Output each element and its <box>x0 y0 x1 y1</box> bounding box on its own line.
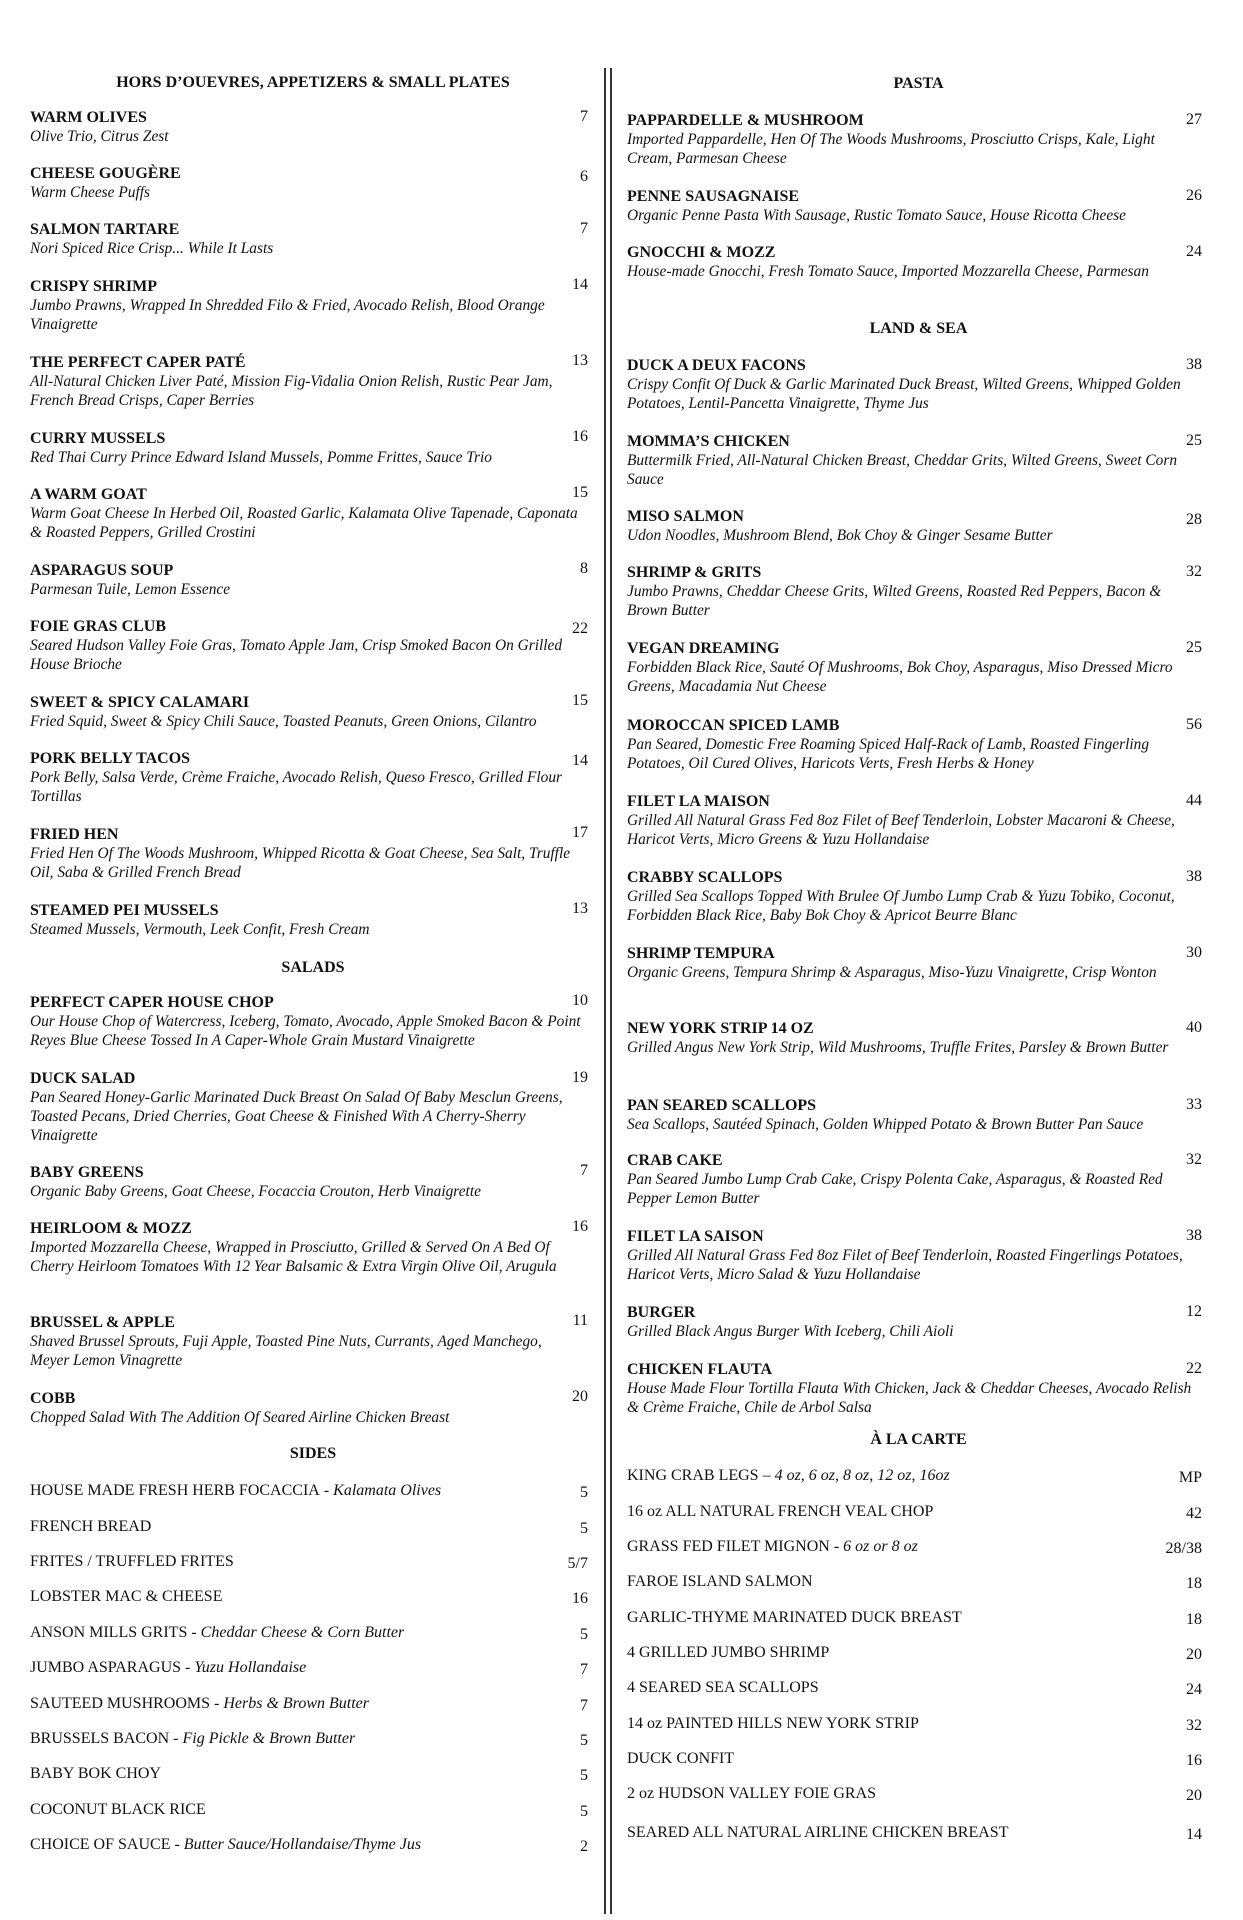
item-name: COBB <box>30 1390 76 1407</box>
item-name: VEGAN DREAMING <box>627 640 780 657</box>
item-price: 7 <box>580 220 588 237</box>
item-price: 26 <box>1186 187 1202 204</box>
item-description: Pan Seared, Domestic Free Roaming Spiced Half-Rack of Lamb, Roasted Fingerling Potatoes, Oil Cured Olives, Haricots Verts, Fresh Herbs & Honey <box>627 736 1150 772</box>
menu-item-pan-seared-scallops <box>627 1097 1210 1134</box>
item-name: CHOICE OF SAUCE <box>30 1836 171 1853</box>
side-item-lobster-mac-cheese <box>30 1588 596 1606</box>
side-item-baby-bok-choy <box>30 1765 596 1783</box>
item-price: 6 <box>580 168 588 185</box>
item-name: HOUSE MADE FRESH HERB FOCACCIA <box>30 1482 320 1499</box>
item-description: Imported Pappardelle, Hen Of The Woods Mushrooms, Prosciutto Crisps, Kale, Light Cream, Parmesan Cheese <box>627 131 1155 167</box>
item-note: - Cheddar Cheese & Corn Butter <box>187 1624 405 1641</box>
item-description: Red Thai Curry Prince Edward Island Mussels, Pomme Frittes, Sauce Trio <box>30 449 492 466</box>
item-description: Udon Noodles, Mushroom Blend, Bok Choy & Ginger Sesame Butter <box>627 527 1053 544</box>
item-price: 5/7 <box>567 1555 588 1572</box>
item-price: 14 <box>572 752 588 769</box>
item-price: 7 <box>580 1661 588 1678</box>
item-name: MISO SALMON <box>627 508 744 525</box>
item-description: Warm Cheese Puffs <box>30 184 150 201</box>
menu-item-vegan-dreaming <box>627 640 1210 696</box>
item-price: 20 <box>1186 1646 1202 1663</box>
item-name: FRIED HEN <box>30 826 119 843</box>
side-item-garlic-thyme-marinated-duck-breast <box>627 1609 1210 1627</box>
item-name: CRABBY SCALLOPS <box>627 869 783 886</box>
item-name: SEARED ALL NATURAL AIRLINE CHICKEN BREAST <box>627 1824 1009 1841</box>
item-name: FRENCH BREAD <box>30 1518 152 1535</box>
item-name: CHEESE GOUGÈRE <box>30 165 181 182</box>
menu-item-brussel-apple <box>30 1314 596 1370</box>
item-price: 16 <box>572 1218 588 1235</box>
side-item-anson-mills-grits <box>30 1624 596 1642</box>
item-name: BABY GREENS <box>30 1164 144 1181</box>
item-price: 5 <box>580 1520 588 1537</box>
item-name: CHICKEN FLAUTA <box>627 1361 773 1378</box>
menu-item-a-warm-goat <box>30 486 596 542</box>
item-name: LOBSTER MAC & CHEESE <box>30 1588 223 1605</box>
item-name: MOROCCAN SPICED LAMB <box>627 717 840 734</box>
side-item-faroe-island-salmon <box>627 1573 1210 1591</box>
menu-item-steamed-pei-mussels <box>30 902 596 939</box>
item-name: GRASS FED FILET MIGNON <box>627 1538 830 1555</box>
item-price: 5 <box>580 1803 588 1820</box>
item-price: 38 <box>1186 1227 1202 1244</box>
section-title: À LA CARTE <box>870 1431 967 1448</box>
section-title: PASTA <box>893 75 944 92</box>
menu-item-salmon-tartare <box>30 221 596 258</box>
item-name: BABY BOK CHOY <box>30 1765 161 1782</box>
item-price: 5 <box>580 1732 588 1749</box>
item-name: SHRIMP & GRITS <box>627 564 762 581</box>
item-price: 28/38 <box>1165 1540 1202 1557</box>
side-item-4-seared-sea-scallops <box>627 1679 1210 1697</box>
item-name: STEAMED PEI MUSSELS <box>30 902 219 919</box>
section-title: LAND & SEA <box>869 320 968 337</box>
item-name: 14 oz PAINTED HILLS NEW YORK STRIP <box>627 1715 919 1732</box>
item-name: JUMBO ASPARAGUS <box>30 1659 182 1676</box>
item-description: Pan Seared Jumbo Lump Crab Cake, Crispy Polenta Cake, Asparagus, & Roasted Red Pepper Lemon Butter <box>627 1171 1163 1207</box>
item-name: BRUSSEL & APPLE <box>30 1314 175 1331</box>
item-description: Grilled All Natural Grass Fed 8oz Filet of Beef Tenderloin, Roasted Fingerlings Potatoes, Haricot Verts, Micro Salad & Yuzu Hollandaise <box>627 1247 1183 1283</box>
item-price: 32 <box>1186 563 1202 580</box>
item-description: Pan Seared Honey-Garlic Marinated Duck Breast On Salad Of Baby Mesclun Greens, Toasted Pecans, Dried Cherries, Goat Cheese & Finished With A Cherry-Sherry Vinaigrette <box>30 1089 563 1144</box>
item-name: 4 SEARED SEA SCALLOPS <box>627 1679 819 1696</box>
item-name: CRAB CAKE <box>627 1152 723 1169</box>
item-name: FOIE GRAS CLUB <box>30 618 167 635</box>
item-note: - Kalamata Olives <box>319 1482 442 1499</box>
menu-item-curry-mussels <box>30 430 596 467</box>
item-description: House Made Flour Tortilla Flauta With Chicken, Jack & Cheddar Cheeses, Avocado Relish & Crème Fraiche, Chile de Arbol Salsa <box>627 1380 1192 1416</box>
item-price: 5 <box>580 1767 588 1784</box>
item-price: 24 <box>1186 243 1202 260</box>
menu-item-crispy-shrimp <box>30 278 596 334</box>
side-item-french-bread <box>30 1518 596 1536</box>
item-description: Organic Penne Pasta With Sausage, Rustic Tomato Sauce, House Ricotta Cheese <box>627 207 1126 224</box>
item-description: Olive Trio, Citrus Zest <box>30 128 169 145</box>
item-price: 28 <box>1186 511 1202 528</box>
item-description: Our House Chop of Watercress, Iceberg, Tomato, Avocado, Apple Smoked Bacon & Point Reyes Blue Cheese Tossed In A Caper-Whole Grain Mustard Vinaigrette <box>30 1013 581 1049</box>
item-name: SWEET & SPICY CALAMARI <box>30 694 250 711</box>
side-item-jumbo-asparagus <box>30 1659 596 1677</box>
item-description: Chopped Salad With The Addition Of Seared Airline Chicken Breast <box>30 1409 450 1426</box>
item-name: ASPARAGUS SOUP <box>30 562 174 579</box>
item-name: WARM OLIVES <box>30 109 147 126</box>
item-description: Seared Hudson Valley Foie Gras, Tomato Apple Jam, Crisp Smoked Bacon On Grilled House Brioche <box>30 637 563 673</box>
item-description: Jumbo Prawns, Cheddar Cheese Grits, Wilted Greens, Roasted Red Peppers, Bacon & Brown Butter <box>627 583 1162 619</box>
item-price: 27 <box>1186 111 1202 128</box>
item-description: Grilled Sea Scallops Topped With Brulee Of Jumbo Lump Crab & Yuzu Tobiko, Coconut, Forbidden Black Rice, Baby Bok Choy & Apricot Beurre Blanc <box>627 888 1175 924</box>
item-name: COCONUT BLACK RICE <box>30 1801 206 1818</box>
section-title: SIDES <box>289 1445 337 1462</box>
item-price: 16 <box>572 428 588 445</box>
item-note: - Fig Pickle & Brown Butter <box>169 1730 356 1747</box>
item-name: ANSON MILLS GRITS <box>30 1624 188 1641</box>
menu-item-crab-cake <box>627 1152 1210 1208</box>
item-price: 38 <box>1186 356 1202 373</box>
menu-item-foie-gras-club <box>30 618 596 674</box>
item-name: 16 oz ALL NATURAL FRENCH VEAL CHOP <box>627 1503 934 1520</box>
menu-item-pork-belly-tacos <box>30 750 596 806</box>
item-name: SAUTEED MUSHROOMS <box>30 1695 211 1712</box>
item-price: 15 <box>572 484 588 501</box>
menu-item-cobb <box>30 1390 596 1427</box>
menu-item-pappardelle-mushroom <box>627 112 1210 168</box>
menu-item-warm-olives <box>30 109 596 146</box>
item-description: Organic Baby Greens, Goat Cheese, Focaccia Crouton, Herb Vinaigrette <box>30 1183 481 1200</box>
side-item-duck-confit <box>627 1750 1210 1768</box>
side-item-2-oz-hudson-valley-foie-gras <box>627 1785 1210 1803</box>
item-price: 2 <box>580 1838 588 1855</box>
item-description: Organic Greens, Tempura Shrimp & Asparagus, Miso-Yuzu Vinaigrette, Crisp Wonton <box>627 964 1157 981</box>
item-price: 24 <box>1186 1681 1202 1698</box>
side-item-4-grilled-jumbo-shrimp <box>627 1644 1210 1662</box>
side-item-grass-fed-filet-mignon <box>627 1538 1210 1556</box>
menu-item-fried-hen <box>30 826 596 882</box>
item-price: 13 <box>572 900 588 917</box>
menu-item-shrimp-grits <box>627 564 1210 620</box>
item-price: 14 <box>1186 1826 1202 1843</box>
item-name: PENNE SAUSAGNAISE <box>627 188 800 205</box>
item-name: PORK BELLY TACOS <box>30 750 191 767</box>
menu-item-moroccan-spiced-lamb <box>627 717 1210 773</box>
side-item-brussels-bacon <box>30 1730 596 1748</box>
item-price: 13 <box>572 352 588 369</box>
item-name: 2 oz HUDSON VALLEY FOIE GRAS <box>627 1785 877 1802</box>
item-price: 20 <box>1186 1787 1202 1804</box>
item-name: FAROE ISLAND SALMON <box>627 1573 813 1590</box>
item-price: 20 <box>572 1388 588 1405</box>
item-price: 42 <box>1186 1505 1202 1522</box>
item-description: House-made Gnocchi, Fresh Tomato Sauce, Imported Mozzarella Cheese, Parmesan <box>627 263 1149 280</box>
item-price: 32 <box>1186 1151 1202 1168</box>
item-price: 25 <box>1186 432 1202 449</box>
item-price: 15 <box>572 692 588 709</box>
side-item-frites-truffled-frites <box>30 1553 596 1571</box>
item-price: 40 <box>1186 1019 1202 1036</box>
item-name: CRISPY SHRIMP <box>30 278 157 295</box>
menu-item-chicken-flauta <box>627 1361 1210 1417</box>
side-item-14-oz-painted-hills-new-york-strip <box>627 1715 1210 1733</box>
item-price: 7 <box>580 108 588 125</box>
item-price: 44 <box>1186 792 1202 809</box>
item-price: 8 <box>580 560 588 577</box>
side-item-seared-all-natural-airline-chicken-breast <box>627 1824 1210 1842</box>
menu-item-penne-sausagnaise <box>627 188 1210 225</box>
item-price: 7 <box>580 1697 588 1714</box>
section-title: HORS D’OUEVRES, APPETIZERS & SMALL PLATES <box>116 74 510 91</box>
menu-item-momma-s-chicken <box>627 433 1210 489</box>
menu-item-perfect-caper-house-chop <box>30 994 596 1050</box>
item-description: Jumbo Prawns, Wrapped In Shredded Filo & Fried, Avocado Relish, Blood Orange Vinaigrette <box>30 297 545 333</box>
item-price: 10 <box>572 992 588 1009</box>
item-description: Forbidden Black Rice, Sauté Of Mushrooms, Bok Choy, Asparagus, Miso Dressed Micro Greens, Macadamia Nut Cheese <box>627 659 1173 695</box>
menu-item-duck-salad <box>30 1070 596 1145</box>
item-name: HEIRLOOM & MOZZ <box>30 1220 192 1237</box>
menu-item-miso-salmon <box>627 508 1210 545</box>
item-price: 25 <box>1186 639 1202 656</box>
item-price: 30 <box>1186 944 1202 961</box>
menu-item-filet-la-maison <box>627 793 1210 849</box>
item-name: KING CRAB LEGS <box>627 1467 759 1484</box>
item-name: 4 GRILLED JUMBO SHRIMP <box>627 1644 830 1661</box>
item-description: Nori Spiced Rice Crisp... While It Lasts <box>30 240 274 257</box>
item-price: 32 <box>1186 1717 1202 1734</box>
item-name: BURGER <box>627 1304 696 1321</box>
item-price: 14 <box>572 276 588 293</box>
item-note: – 4 oz, 6 oz, 8 oz, 12 oz, 16oz <box>758 1467 950 1484</box>
item-name: DUCK A DEUX FACONS <box>627 357 806 374</box>
item-price: 16 <box>572 1590 588 1607</box>
item-description: Steamed Mussels, Vermouth, Leek Confit, Fresh Cream <box>30 921 370 938</box>
menu-item-asparagus-soup <box>30 562 596 599</box>
menu-item-heirloom-mozz <box>30 1220 596 1276</box>
menu-item-baby-greens <box>30 1164 596 1201</box>
item-name: A WARM GOAT <box>30 486 147 503</box>
item-price: 17 <box>572 824 588 841</box>
item-price: 18 <box>1186 1575 1202 1592</box>
side-item-house-made-fresh-herb-focaccia <box>30 1482 596 1500</box>
side-item-16-oz-all-natural-french-veal-chop <box>627 1503 1210 1521</box>
menu-item-sweet-spicy-calamari <box>30 694 596 731</box>
side-item-choice-of-sauce <box>30 1836 596 1854</box>
column-divider <box>604 68 612 1914</box>
item-description: Pork Belly, Salsa Verde, Crème Fraiche, Avocado Relish, Queso Fresco, Grilled Flour Tortillas <box>30 769 563 805</box>
item-description: Buttermilk Fried, All-Natural Chicken Breast, Cheddar Grits, Wilted Greens, Sweet Corn Sauce <box>627 452 1178 488</box>
item-price: 19 <box>572 1069 588 1086</box>
item-description: Crispy Confit Of Duck & Garlic Marinated Duck Breast, Wilted Greens, Whipped Golden Potatoes, Lentil-Pancetta Vinaigrette, Thyme Jus <box>627 376 1181 412</box>
menu-item-shrimp-tempura <box>627 945 1210 982</box>
item-name: DUCK SALAD <box>30 1070 136 1087</box>
menu-item-gnocchi-mozz <box>627 244 1210 281</box>
item-description: Parmesan Tuile, Lemon Essence <box>30 581 231 598</box>
item-price: 12 <box>1186 1303 1202 1320</box>
item-price: 33 <box>1186 1096 1202 1113</box>
item-description: Shaved Brussel Sprouts, Fuji Apple, Toasted Pine Nuts, Currants, Aged Manchego, Meyer Lemon Vinagrette <box>30 1333 542 1369</box>
menu-item-filet-la-saison <box>627 1228 1210 1284</box>
item-price: 5 <box>580 1484 588 1501</box>
item-price: 18 <box>1186 1611 1202 1628</box>
item-name: SALMON TARTARE <box>30 221 180 238</box>
item-name: PERFECT CAPER HOUSE CHOP <box>30 994 274 1011</box>
item-price: 22 <box>1186 1360 1202 1377</box>
item-name: MOMMA’S CHICKEN <box>627 433 790 450</box>
item-name: THE PERFECT CAPER PATÉ <box>30 354 246 371</box>
item-price: MP <box>1178 1469 1202 1486</box>
item-note: - Yuzu Hollandaise <box>181 1659 307 1676</box>
item-description: Grilled Black Angus Burger With Iceberg, Chili Aioli <box>627 1323 954 1340</box>
item-name: SHRIMP TEMPURA <box>627 945 775 962</box>
item-note: - 6 oz or 8 oz <box>829 1538 918 1555</box>
side-item-king-crab-legs <box>627 1467 1210 1485</box>
item-description: Grilled All Natural Grass Fed 8oz Filet of Beef Tenderloin, Lobster Macaroni & Cheese, Haricot Verts, Micro Greens & Yuzu Hollandaise <box>627 812 1175 848</box>
section-title: SALADS <box>281 959 345 976</box>
item-name: CURRY MUSSELS <box>30 430 166 447</box>
item-price: 7 <box>580 1162 588 1179</box>
item-description: Fried Hen Of The Woods Mushroom, Whipped Ricotta & Goat Cheese, Sea Salt, Truffle Oil, Saba & Grilled French Bread <box>30 845 571 881</box>
menu-item-burger <box>627 1304 1210 1341</box>
item-description: Sea Scallops, Sautéed Spinach, Golden Whipped Potato & Brown Butter Pan Sauce <box>627 1116 1144 1133</box>
side-item-coconut-black-rice <box>30 1801 596 1819</box>
item-price: 16 <box>1186 1752 1202 1769</box>
menu-item-crabby-scallops <box>627 869 1210 925</box>
item-name: NEW YORK STRIP 14 OZ <box>627 1020 814 1037</box>
item-name: PAN SEARED SCALLOPS <box>627 1097 817 1114</box>
item-price: 38 <box>1186 868 1202 885</box>
item-description: Grilled Angus New York Strip, Wild Mushrooms, Truffle Frites, Parsley & Brown Butter <box>627 1039 1169 1056</box>
menu-item-duck-a-deux-facons <box>627 357 1210 413</box>
item-price: 22 <box>572 620 588 637</box>
item-name: FILET LA MAISON <box>627 793 770 810</box>
item-description: Fried Squid, Sweet & Spicy Chili Sauce, Toasted Peanuts, Green Onions, Cilantro <box>30 713 537 730</box>
item-name: BRUSSELS BACON <box>30 1730 170 1747</box>
item-price: 11 <box>572 1312 588 1329</box>
item-description: Warm Goat Cheese In Herbed Oil, Roasted Garlic, Kalamata Olive Tapenade, Caponata & Roasted Peppers, Grilled Crostini <box>30 505 578 541</box>
item-note: - Butter Sauce/Hollandaise/Thyme Jus <box>170 1836 422 1853</box>
item-price: 5 <box>580 1626 588 1643</box>
item-name: GARLIC-THYME MARINATED DUCK BREAST <box>627 1609 962 1626</box>
menu-item-cheese-gougere <box>30 165 596 202</box>
menu-item-the-perfect-caper-pate <box>30 354 596 410</box>
side-item-sauteed-mushrooms <box>30 1695 596 1713</box>
menu-item-new-york-strip-14-oz <box>627 1020 1210 1057</box>
item-name: FRITES / TRUFFLED FRITES <box>30 1553 234 1570</box>
item-name: GNOCCHI & MOZZ <box>627 244 776 261</box>
item-name: DUCK CONFIT <box>627 1750 735 1767</box>
item-description: All-Natural Chicken Liver Paté, Mission Fig-Vidalia Onion Relish, Rustic Pear Jam, French Bread Crisps, Caper Berries <box>30 373 553 409</box>
item-name: FILET LA SAISON <box>627 1228 764 1245</box>
item-note: - Herbs & Brown Butter <box>210 1695 369 1712</box>
item-description: Imported Mozzarella Cheese, Wrapped in Prosciutto, Grilled & Served On A Bed Of Cherry Heirloom Tomatoes With 12 Year Balsamic & Extra Virgin Olive Oil, Arugula <box>30 1239 557 1275</box>
item-price: 56 <box>1186 716 1202 733</box>
item-name: PAPPARDELLE & MUSHROOM <box>627 112 864 129</box>
